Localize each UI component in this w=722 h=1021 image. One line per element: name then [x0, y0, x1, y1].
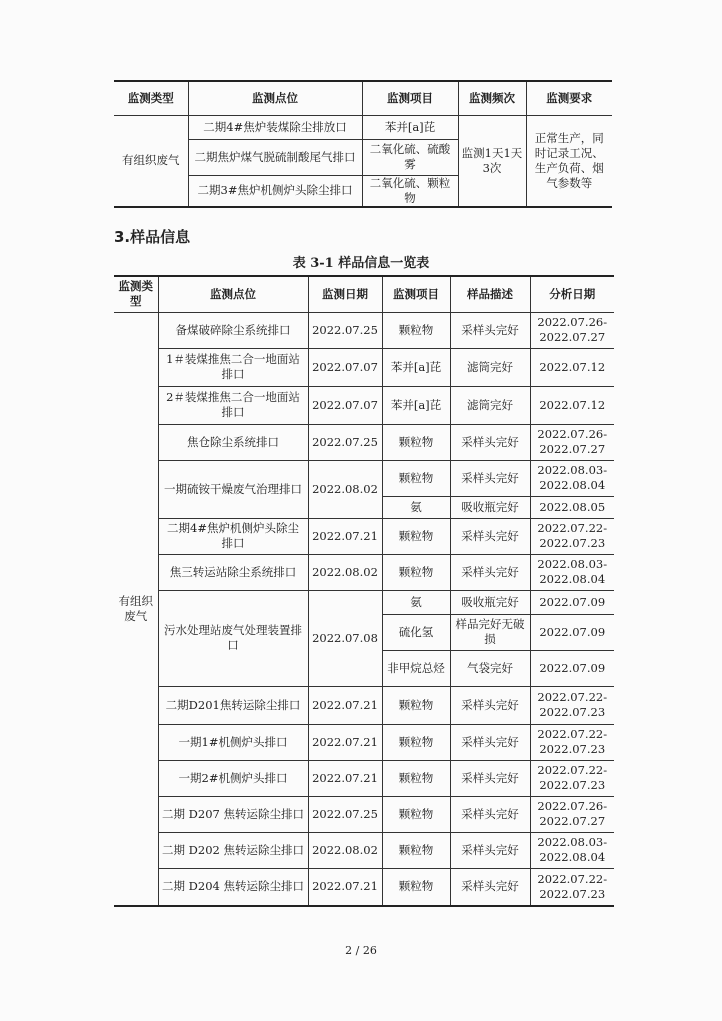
sample-type-cell: 有组织废气: [114, 312, 158, 906]
column-header: 监测类型: [114, 81, 188, 115]
sample-desc-cell: 滤筒完好: [450, 386, 530, 424]
sample-point-cell: 一期2#机侧炉头排口: [158, 760, 308, 796]
monitoring-point-cell: 二期焦炉煤气脱硫制酸尾气排口: [188, 139, 362, 175]
sample-analysis-cell: 2022.07.09: [530, 590, 614, 614]
sample-point-cell: 污水处理站废气处理装置排口: [158, 590, 308, 686]
sample-analysis-cell: 2022.07.12: [530, 348, 614, 386]
column-header: 监测要求: [526, 81, 612, 115]
section-title: 3.样品信息: [114, 228, 191, 246]
sample-analysis-cell: 2022.07.12: [530, 386, 614, 424]
sample-desc-cell: 样品完好无破损: [450, 614, 530, 650]
sample-analysis-cell: 2022.08.03-2022.08.04: [530, 554, 614, 590]
sample-analysis-cell: 2022.07.22-2022.07.23: [530, 760, 614, 796]
column-header: 监测项目: [382, 276, 450, 312]
sample-desc-cell: 采样头完好: [450, 460, 530, 496]
monitoring-requirement-cell: 正常生产，同时记录工况、生产负荷、烟气参数等: [526, 115, 612, 207]
sample-analysis-cell: 2022.07.26-2022.07.27: [530, 312, 614, 348]
sample-item-cell: 颗粒物: [382, 686, 450, 724]
sample-desc-cell: 吸收瓶完好: [450, 590, 530, 614]
sample-analysis-cell: 2022.07.26-2022.07.27: [530, 424, 614, 460]
sample-analysis-cell: 2022.07.22-2022.07.23: [530, 724, 614, 760]
sample-desc-cell: 采样头完好: [450, 554, 530, 590]
sample-desc-cell: 气袋完好: [450, 650, 530, 686]
sample-point-cell: 一期硫铵干燥废气治理排口: [158, 460, 308, 518]
sample-analysis-cell: 2022.08.03-2022.08.04: [530, 460, 614, 496]
sample-date-cell: 2022.07.25: [308, 312, 382, 348]
sample-item-cell: 氨: [382, 496, 450, 518]
sample-item-cell: 颗粒物: [382, 518, 450, 554]
sample-analysis-cell: 2022.07.09: [530, 650, 614, 686]
table-caption: 表 3-1 样品信息一览表: [292, 256, 430, 271]
monitoring-item-cell: 二氧化硫、硫酸雾: [362, 139, 458, 175]
table-row: [114, 760, 614, 796]
monitoring-frequency-cell: 监测1天1天3次: [458, 115, 526, 207]
column-header: 监测点位: [188, 81, 362, 115]
page-number: 2 / 26: [345, 944, 377, 957]
sample-point-cell: 二期 D204 焦转运除尘排口: [158, 868, 308, 906]
sample-desc-cell: 吸收瓶完好: [450, 496, 530, 518]
sample-desc-cell: 采样头完好: [450, 518, 530, 554]
sample-date-cell: 2022.07.08: [308, 590, 382, 686]
monitoring-plan-table: [114, 80, 612, 208]
sample-item-cell: 颗粒物: [382, 832, 450, 868]
sample-point-cell: 焦三转运站除尘系统排口: [158, 554, 308, 590]
table-row: [114, 590, 614, 614]
sample-item-cell: 颗粒物: [382, 424, 450, 460]
sample-item-cell: 颗粒物: [382, 460, 450, 496]
sample-point-cell: 二期 D207 焦转运除尘排口: [158, 796, 308, 832]
sample-analysis-cell: 2022.07.22-2022.07.23: [530, 518, 614, 554]
sample-point-cell: 一期1#机侧炉头排口: [158, 724, 308, 760]
sample-point-cell: 焦仓除尘系统排口: [158, 424, 308, 460]
sample-item-cell: 颗粒物: [382, 724, 450, 760]
sample-point-cell: 二期D201焦转运除尘排口: [158, 686, 308, 724]
sample-item-cell: 颗粒物: [382, 760, 450, 796]
monitoring-item-cell: 二氧化硫、颗粒物: [362, 175, 458, 207]
column-header: 监测频次: [458, 81, 526, 115]
table-row: [114, 312, 614, 348]
monitoring-point-cell: 二期3#焦炉机侧炉头除尘排口: [188, 175, 362, 207]
sample-date-cell: 2022.08.02: [308, 554, 382, 590]
table-row: [114, 424, 614, 460]
sample-item-cell: 颗粒物: [382, 796, 450, 832]
sample-date-cell: 2022.07.25: [308, 796, 382, 832]
table-row: [114, 460, 614, 496]
table-row: [114, 868, 614, 906]
table-row: [114, 686, 614, 724]
sample-desc-cell: 采样头完好: [450, 868, 530, 906]
monitoring-item-cell: 苯并[a]芘: [362, 115, 458, 139]
sample-desc-cell: 采样头完好: [450, 312, 530, 348]
sample-item-cell: 颗粒物: [382, 554, 450, 590]
column-header: 样品描述: [450, 276, 530, 312]
table-header-row: [114, 81, 612, 115]
sample-date-cell: 2022.07.21: [308, 724, 382, 760]
monitoring-point-cell: 二期4#焦炉装煤除尘排放口: [188, 115, 362, 139]
sample-desc-cell: 采样头完好: [450, 832, 530, 868]
sample-date-cell: 2022.07.21: [308, 686, 382, 724]
sample-date-cell: 2022.07.21: [308, 518, 382, 554]
column-header: 监测点位: [158, 276, 308, 312]
sample-date-cell: 2022.07.21: [308, 868, 382, 906]
sample-analysis-cell: 2022.07.22-2022.07.23: [530, 868, 614, 906]
table-row: [114, 386, 614, 424]
sample-analysis-cell: 2022.07.26-2022.07.27: [530, 796, 614, 832]
table-row: [114, 348, 614, 386]
table-header-row: [114, 276, 614, 312]
sample-item-cell: 非甲烷总烃: [382, 650, 450, 686]
sample-item-cell: 苯并[a]芘: [382, 386, 450, 424]
column-header: 监测类型: [114, 276, 158, 312]
table-row: [114, 724, 614, 760]
sample-item-cell: 颗粒物: [382, 312, 450, 348]
sample-date-cell: 2022.08.02: [308, 832, 382, 868]
sample-desc-cell: 滤筒完好: [450, 348, 530, 386]
sample-desc-cell: 采样头完好: [450, 686, 530, 724]
table-row: [114, 796, 614, 832]
sample-point-cell: 备煤破碎除尘系统排口: [158, 312, 308, 348]
sample-desc-cell: 采样头完好: [450, 724, 530, 760]
sample-point-cell: 二期4#焦炉机侧炉头除尘排口: [158, 518, 308, 554]
table-row: [114, 554, 614, 590]
sample-item-cell: 苯并[a]芘: [382, 348, 450, 386]
sample-date-cell: 2022.07.25: [308, 424, 382, 460]
sample-analysis-cell: 2022.07.22-2022.07.23: [530, 686, 614, 724]
sample-point-cell: 二期 D202 焦转运除尘排口: [158, 832, 308, 868]
sample-date-cell: 2022.07.21: [308, 760, 382, 796]
sample-item-cell: 硫化氢: [382, 614, 450, 650]
monitoring-type-cell: 有组织废气: [114, 115, 188, 207]
table-row: [114, 518, 614, 554]
sample-date-cell: 2022.08.02: [308, 460, 382, 518]
table-row: [114, 832, 614, 868]
sample-analysis-cell: 2022.08.05: [530, 496, 614, 518]
sample-point-cell: 1＃装煤推焦二合一地面站排口: [158, 348, 308, 386]
sample-info-table: [114, 275, 614, 907]
sample-date-cell: 2022.07.07: [308, 348, 382, 386]
sample-desc-cell: 采样头完好: [450, 796, 530, 832]
sample-point-cell: 2＃装煤推焦二合一地面站排口: [158, 386, 308, 424]
sample-desc-cell: 采样头完好: [450, 760, 530, 796]
sample-analysis-cell: 2022.07.09: [530, 614, 614, 650]
column-header: 监测项目: [362, 81, 458, 115]
sample-date-cell: 2022.07.07: [308, 386, 382, 424]
sample-item-cell: 氨: [382, 590, 450, 614]
sample-analysis-cell: 2022.08.03-2022.08.04: [530, 832, 614, 868]
table-row: [114, 115, 612, 139]
sample-item-cell: 颗粒物: [382, 868, 450, 906]
column-header: 分析日期: [530, 276, 614, 312]
column-header: 监测日期: [308, 276, 382, 312]
sample-desc-cell: 采样头完好: [450, 424, 530, 460]
